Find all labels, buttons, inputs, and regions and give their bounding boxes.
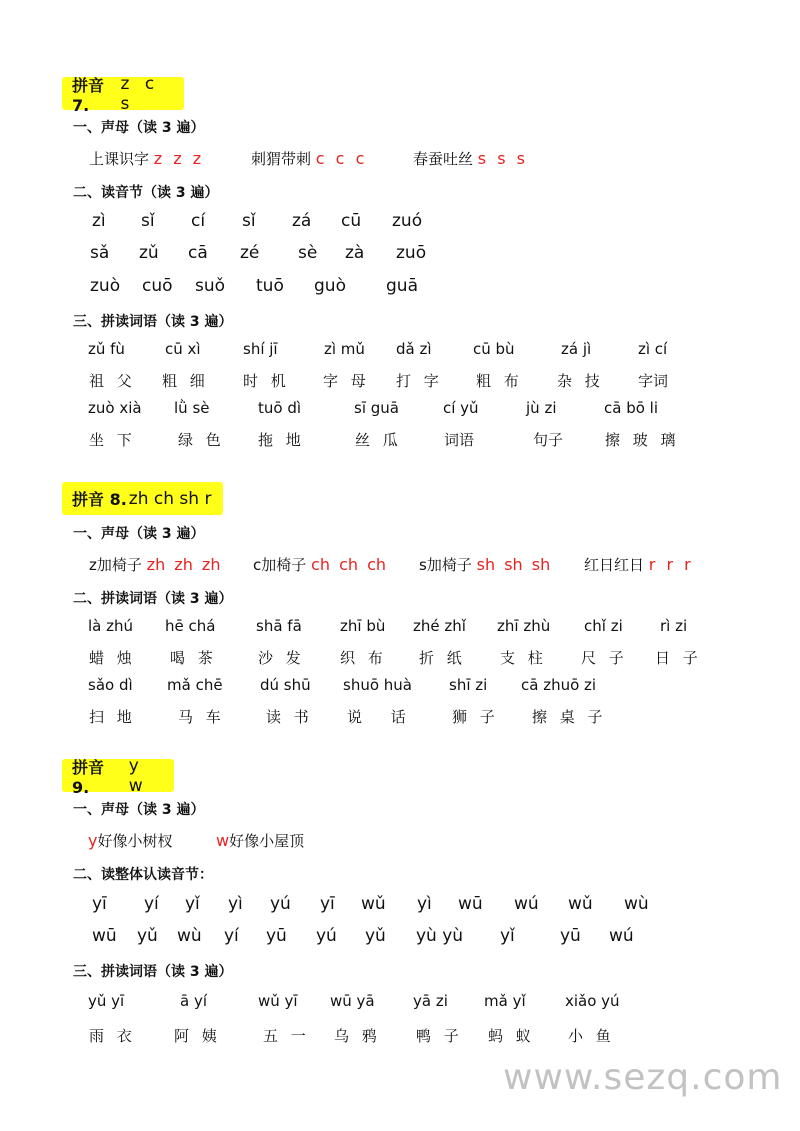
word-pinyin: zhé zhǐ	[413, 617, 466, 635]
word-pinyin: ā yí	[180, 992, 208, 1010]
shengmu-text: 加椅子	[426, 556, 472, 574]
syllable: sǐ	[141, 211, 155, 231]
badge-tail: y w	[128, 755, 145, 796]
word-hanzi: 拖 地	[258, 431, 305, 449]
syllable: zì	[92, 211, 106, 231]
word-hanzi: 打 字	[396, 372, 443, 390]
word-hanzi: 狮 子	[452, 708, 499, 726]
shengmu-red: s s s	[477, 149, 528, 168]
word-hanzi: 粗 细	[162, 372, 209, 390]
shengmu-item	[88, 830, 172, 851]
whole-syllable: yǐ	[500, 926, 515, 946]
syllable: zuó	[392, 211, 423, 231]
syllable: cā	[188, 243, 208, 263]
word-pinyin: shī zi	[449, 676, 488, 694]
word-hanzi: 擦 玻 璃	[605, 431, 680, 449]
word-pinyin: dǎ zì	[396, 340, 432, 358]
whole-syllable: wú	[609, 926, 634, 946]
word-pinyin: sǎo dì	[88, 676, 133, 694]
word-hanzi: 坐 下	[89, 431, 136, 449]
word-pinyin: shí jī	[243, 340, 278, 358]
word-hanzi: 尺 子	[581, 649, 628, 667]
word-pinyin: mǎ chē	[167, 676, 223, 694]
shengmu-text: 好像小屋顶	[229, 832, 305, 850]
shengmu-red: sh sh sh	[476, 555, 551, 574]
syllable: cuō	[142, 276, 173, 296]
shengmu-item	[419, 554, 550, 575]
word-hanzi: 扫 地	[89, 708, 136, 726]
badge-lead: 拼音 7.	[72, 75, 105, 115]
heading-shengmu: 一、声母（读 3 遍）	[73, 802, 205, 818]
word-hanzi: 粗 布	[476, 372, 523, 390]
word-hanzi: 小 鱼	[568, 1027, 615, 1045]
word-pinyin: zuò xià	[88, 399, 142, 417]
word-hanzi: 马 车	[178, 708, 225, 726]
word-hanzi: 支 柱	[500, 649, 547, 667]
heading-whole-syllables: 二、读整体认读音节：	[73, 867, 213, 883]
word-hanzi: 说 话	[347, 708, 418, 726]
word-hanzi: 擦 桌 子	[532, 708, 607, 726]
word-pinyin: zá jì	[561, 340, 592, 358]
badge-tail: zh ch sh r	[128, 488, 212, 509]
word-pinyin: dú shū	[260, 676, 311, 694]
word-hanzi: 词语	[444, 431, 475, 449]
whole-syllable: wū	[92, 926, 117, 946]
shengmu-item	[216, 830, 304, 851]
syllable: zé	[240, 243, 260, 263]
word-hanzi: 句子	[533, 431, 564, 449]
heading-syllable: 二、读音节（读 3 遍）	[73, 185, 219, 201]
shengmu-lead: c	[253, 556, 262, 574]
syllable: sǐ	[242, 211, 256, 231]
shengmu-red: zh zh zh	[146, 555, 221, 574]
syllable: zuò	[90, 276, 121, 296]
heading-words: 二、拼读词语（读 3 遍）	[73, 591, 233, 607]
word-pinyin: shuō huà	[343, 676, 412, 694]
word-pinyin: wū yā	[330, 992, 375, 1010]
word-pinyin: cū xì	[165, 340, 201, 358]
whole-syllable: yū	[266, 926, 287, 946]
shengmu-item	[253, 554, 386, 575]
whole-syllable: yú	[270, 894, 291, 914]
badge-lead: 拼音 9.	[72, 757, 105, 797]
word-pinyin: chǐ zi	[584, 617, 623, 635]
badge-tail: z c s	[120, 73, 160, 114]
word-hanzi: 字 母	[323, 372, 370, 390]
word-pinyin: mǎ yǐ	[484, 992, 526, 1010]
word-pinyin: lǜ sè	[174, 399, 210, 417]
syllable: guò	[314, 276, 346, 296]
word-pinyin: cā bō li	[604, 399, 659, 417]
syllable: zá	[292, 211, 312, 231]
word-pinyin: yā zi	[413, 992, 448, 1010]
section-badge-9	[62, 755, 174, 797]
heading-shengmu: 一、声母（读 3 遍）	[73, 120, 205, 136]
syllable: zuō	[396, 243, 427, 263]
shengmu-text: 刺猬带刺	[251, 150, 312, 168]
word-hanzi: 读 书	[266, 708, 313, 726]
shengmu-text: 上课识字	[89, 150, 150, 168]
shengmu-text: 好像小树杈	[97, 832, 173, 850]
whole-syllable: yī	[320, 894, 335, 914]
whole-syllable: yǐ	[185, 894, 200, 914]
shengmu-item	[413, 148, 528, 169]
whole-syllable: yū	[560, 926, 581, 946]
word-hanzi: 喝 茶	[170, 649, 217, 667]
whole-syllable: yì	[417, 894, 432, 914]
whole-syllable: wù	[177, 926, 202, 946]
word-pinyin: zhī bù	[340, 617, 386, 635]
whole-syllable: yǔ	[137, 926, 158, 946]
word-hanzi: 雨 衣	[89, 1027, 136, 1045]
word-hanzi: 蚂 蚁	[488, 1027, 535, 1045]
shengmu-red: ch ch ch	[311, 555, 387, 574]
shengmu-lead: s	[419, 556, 427, 574]
syllable: cū	[341, 211, 362, 231]
heading-words: 三、拼读词语（读 3 遍）	[73, 964, 233, 980]
whole-syllable: yú	[316, 926, 337, 946]
shengmu-text: 加椅子	[261, 556, 307, 574]
word-pinyin: là zhú	[88, 617, 134, 635]
word-pinyin: yǔ yī	[88, 992, 125, 1010]
word-hanzi: 乌 鸦	[334, 1027, 381, 1045]
syllable: tuō	[256, 276, 284, 296]
whole-syllable: yī	[92, 894, 107, 914]
shengmu-item	[584, 554, 694, 575]
whole-syllable: yì	[228, 894, 243, 914]
section-badge-7	[62, 73, 184, 115]
word-pinyin: zì cí	[638, 340, 668, 358]
shengmu-text: 红日红日	[584, 556, 645, 574]
word-pinyin: zhī zhù	[497, 617, 551, 635]
word-hanzi: 杂 技	[557, 372, 604, 390]
heading-words: 三、拼读词语（读 3 遍）	[73, 314, 233, 330]
word-hanzi: 蜡 烛	[89, 649, 136, 667]
whole-syllable: yí	[224, 926, 239, 946]
whole-syllable: wù	[624, 894, 649, 914]
section-badge-8	[62, 482, 223, 515]
word-hanzi: 织 布	[340, 649, 387, 667]
word-pinyin: shā fā	[256, 617, 302, 635]
syllable: zà	[345, 243, 365, 263]
word-hanzi: 阿 姨	[174, 1027, 221, 1045]
word-pinyin: xiǎo yú	[565, 992, 620, 1010]
shengmu-text: 春蚕吐丝	[413, 150, 474, 168]
word-hanzi: 折 纸	[419, 649, 466, 667]
word-hanzi: 日 子	[655, 649, 702, 667]
word-hanzi: 祖 父	[89, 372, 136, 390]
shengmu-item	[89, 148, 204, 169]
syllable: sè	[298, 243, 318, 263]
word-hanzi: 字词	[638, 372, 669, 390]
word-pinyin: zì mǔ	[324, 340, 365, 358]
shengmu-lead: z	[89, 556, 97, 574]
shengmu-red: y	[88, 831, 98, 850]
shengmu-red: c c c	[315, 149, 368, 168]
heading-shengmu: 一、声母（读 3 遍）	[73, 526, 205, 542]
shengmu-red: z z z	[153, 149, 205, 168]
syllable: guā	[386, 276, 418, 296]
word-hanzi: 时 机	[243, 372, 290, 390]
word-hanzi: 丝 瓜	[355, 431, 402, 449]
watermark: www.sezq.com	[503, 1057, 783, 1098]
whole-syllable: wǔ	[361, 894, 386, 914]
word-hanzi: 沙 发	[258, 649, 305, 667]
word-pinyin: cū bù	[473, 340, 515, 358]
word-hanzi: 绿 色	[178, 431, 225, 449]
word-pinyin: cā zhuō zi	[521, 676, 597, 694]
word-pinyin: jù zi	[526, 399, 557, 417]
word-pinyin: tuō dì	[258, 399, 302, 417]
word-pinyin: wǔ yī	[258, 992, 298, 1010]
whole-syllable: wū	[458, 894, 483, 914]
word-pinyin: sī guā	[354, 399, 399, 417]
badge-lead: 拼音 8.	[72, 490, 127, 509]
shengmu-item	[251, 148, 367, 169]
shengmu-item	[89, 554, 220, 575]
word-hanzi: 鸭 子	[416, 1027, 463, 1045]
whole-syllable: yǔ	[365, 926, 386, 946]
word-pinyin: hē chá	[165, 617, 216, 635]
syllable: sǎ	[90, 243, 110, 263]
shengmu-red: w	[216, 831, 230, 850]
syllable: cí	[191, 211, 206, 231]
word-pinyin: rì zi	[660, 617, 688, 635]
word-hanzi: 五 一	[263, 1027, 310, 1045]
shengmu-red: r r r	[648, 555, 694, 574]
shengmu-text: 加椅子	[96, 556, 142, 574]
word-pinyin: zǔ fù	[88, 340, 125, 358]
whole-syllable: yù yù	[416, 926, 464, 946]
syllable: zǔ	[139, 243, 159, 263]
whole-syllable: wú	[514, 894, 539, 914]
word-pinyin: cí yǔ	[443, 399, 479, 417]
whole-syllable: yí	[144, 894, 159, 914]
syllable: suǒ	[195, 276, 226, 296]
whole-syllable: wǔ	[568, 894, 593, 914]
